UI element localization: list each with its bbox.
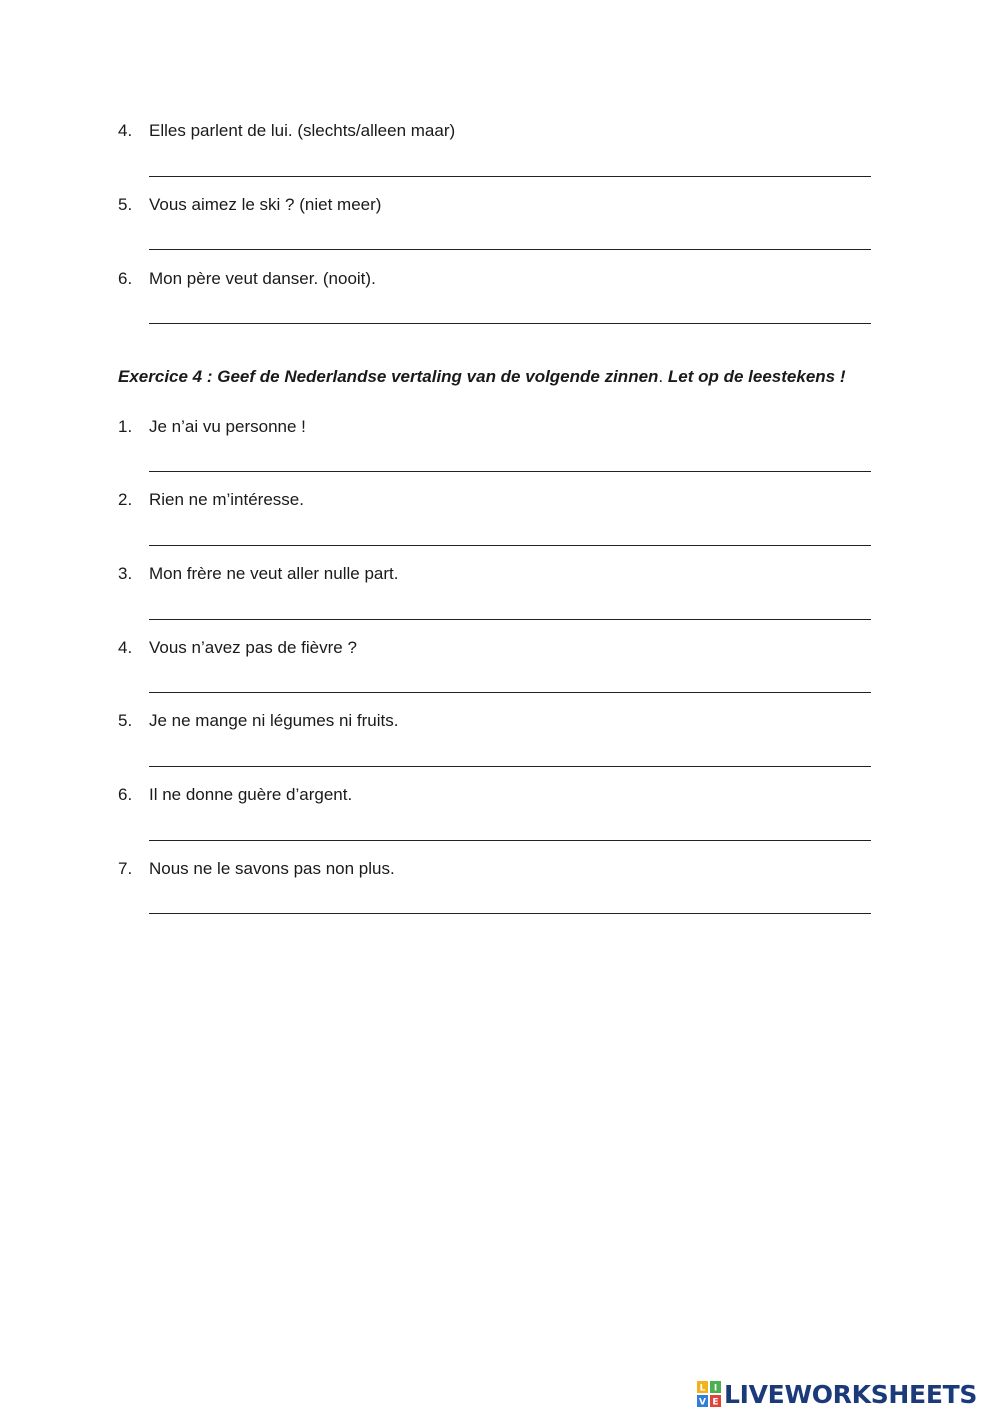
item-number: 1. — [118, 417, 133, 436]
answer-line[interactable] — [149, 471, 871, 472]
item-sentence: Vous n’avez pas de fièvre ? — [149, 638, 357, 657]
exercise4-heading — [118, 367, 918, 387]
answer-line[interactable] — [149, 323, 871, 324]
answer-line[interactable] — [149, 619, 871, 620]
item-sentence: Mon frère ne veut aller nulle part. — [149, 564, 399, 583]
item-sentence: Je ne mange ni légumes ni fruits. — [149, 711, 399, 730]
answer-line[interactable] — [149, 840, 871, 841]
answer-line[interactable] — [149, 249, 871, 250]
item-sentence: Nous ne le savons pas non plus. — [149, 859, 395, 878]
item-number: 5. — [118, 711, 133, 730]
watermark-text: LIVEWORKSHEETS — [724, 1379, 978, 1409]
answer-line[interactable] — [149, 766, 871, 767]
item-sentence: Vous aimez le ski ? (niet meer) — [149, 195, 382, 214]
item-number: 7. — [118, 859, 133, 878]
item-sentence: Je n’ai vu personne ! — [149, 417, 306, 436]
item-sentence: Elles parlent de lui. (slechts/alleen maar) — [149, 121, 456, 140]
item-number: 3. — [118, 564, 133, 583]
heading-part1: Exercice 4 : Geef de Nederlandse vertaling van de volgende zinnen — [118, 367, 659, 386]
item-sentence: Il ne donne guère d’argent. — [149, 785, 353, 804]
heading-part2: Let op de leestekens ! — [663, 367, 846, 386]
logo-letter: L — [699, 1383, 706, 1394]
logo-letter: E — [712, 1397, 719, 1407]
answer-line[interactable] — [149, 692, 871, 693]
answer-line[interactable] — [149, 913, 871, 914]
item-number: 6. — [118, 269, 133, 288]
item-number: 5. — [118, 195, 133, 214]
item-sentence: Rien ne m’intéresse. — [149, 490, 304, 509]
item-number: 2. — [118, 490, 133, 509]
liveworksheets-logo-icon — [697, 1381, 721, 1407]
logo-letter: I — [713, 1383, 718, 1394]
liveworksheets-watermark — [697, 1378, 977, 1410]
item-number: 4. — [118, 638, 133, 657]
logo-letter: V — [699, 1397, 706, 1407]
item-number: 6. — [118, 785, 133, 804]
answer-line[interactable] — [149, 176, 871, 177]
item-sentence: Mon père veut danser. (nooit). — [149, 269, 376, 288]
item-number: 4. — [118, 121, 133, 140]
answer-line[interactable] — [149, 545, 871, 546]
heading-separator: . — [658, 367, 664, 386]
